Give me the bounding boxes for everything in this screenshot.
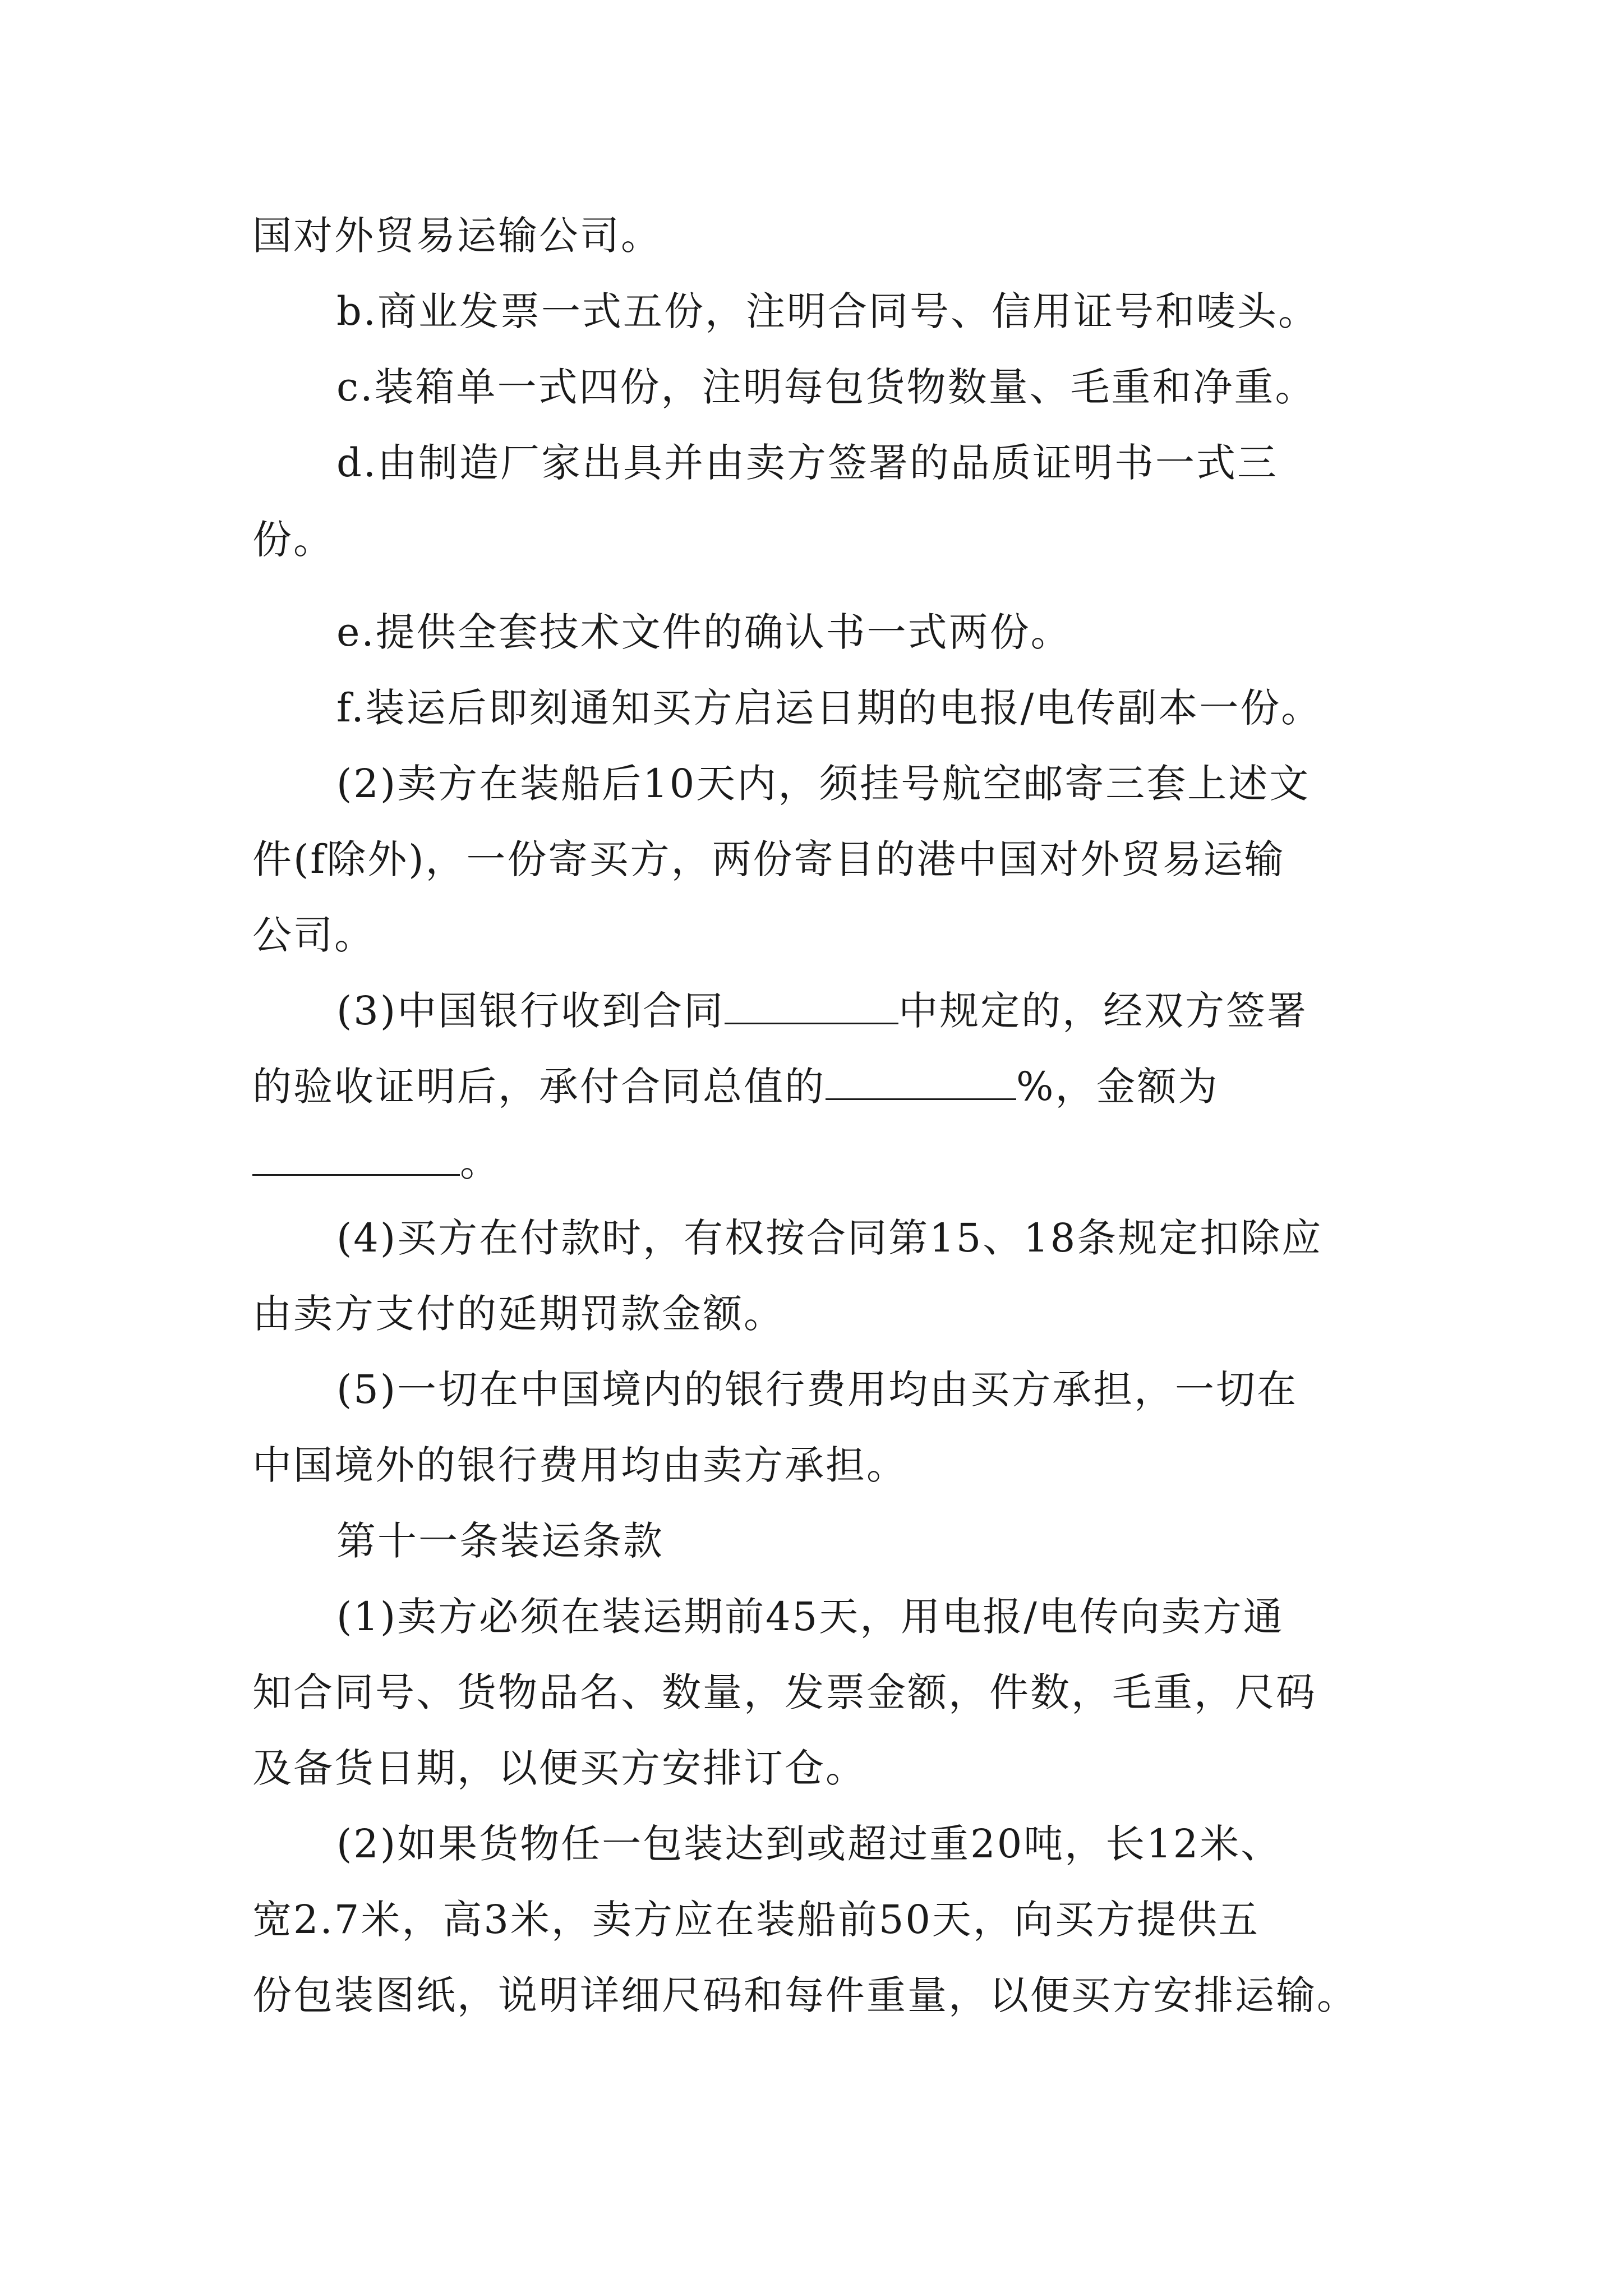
text-segment: 中规定的，经双方签署 (898, 988, 1308, 1034)
text-line-with-blank (336, 983, 1394, 1039)
text-line: 知合同号、货物品名、数量，发票金额，件数，毛重，尺码 (252, 1669, 1317, 1715)
text-line: 国对外贸易运输公司。 (252, 213, 662, 259)
text-segment: 的验收证明后，承付合同总值的 (252, 1064, 826, 1110)
text-line: 由卖方支付的延期罚款金额。 (252, 1291, 785, 1337)
text-line: b.商业发票一式五份，注明合同号、信用证号和唛头。 (336, 288, 1320, 334)
text-line: 份包装图纸，说明详细尺码和每件重量，以便买方安排运输。 (252, 1972, 1358, 2018)
text-line: (5)一切在中国境内的银行费用均由买方承担，一切在 (336, 1366, 1298, 1412)
text-line: d.由制造厂家出具并由卖方签署的品质证明书一式三 (336, 440, 1279, 486)
text-line: 件(f除外)，一份寄买方，两份寄目的港中国对外贸易运输 (252, 836, 1285, 882)
text-segment: (3)中国银行收到合同 (336, 988, 725, 1034)
text-line: 宽2.7米，高3米，卖方应在装船前50天，向买方提供五 (252, 1897, 1260, 1943)
text-line: e.提供全套技术文件的确认书一式两份。 (336, 609, 1072, 655)
text-line: (1)卖方必须在装运期前45天，用电报/电传向卖方通 (336, 1594, 1284, 1640)
text-line: c.装箱单一式四份，注明每包货物数量、毛重和净重。 (336, 364, 1316, 410)
section-heading: 第十一条装运条款 (336, 1518, 664, 1564)
text-line-with-blank (252, 1134, 1394, 1190)
text-line: (2)卖方在装船后10天内，须挂号航空邮寄三套上述文 (336, 761, 1311, 807)
fill-in-blank[interactable] (826, 1065, 1016, 1100)
fill-in-blank[interactable] (252, 1140, 460, 1176)
fill-in-blank[interactable] (725, 989, 898, 1024)
text-segment: %，金额为 (1016, 1064, 1219, 1110)
text-segment: 。 (460, 1139, 501, 1185)
text-line: (4)买方在付款时，有权按合同第15、18条规定扣除应 (336, 1215, 1323, 1261)
text-line: f.装运后即刻通知买方启运日期的电报/电传副本一份。 (336, 685, 1322, 731)
text-line-with-blank (252, 1059, 1394, 1115)
text-line: 中国境外的银行费用均由卖方承担。 (252, 1442, 907, 1488)
text-line: 及备货日期，以便买方安排订仓。 (252, 1745, 866, 1791)
text-line: 份。 (252, 517, 334, 563)
text-line: (2)如果货物任一包装达到或超过重20吨，长12米、 (336, 1821, 1282, 1867)
text-line: 公司。 (252, 912, 375, 958)
